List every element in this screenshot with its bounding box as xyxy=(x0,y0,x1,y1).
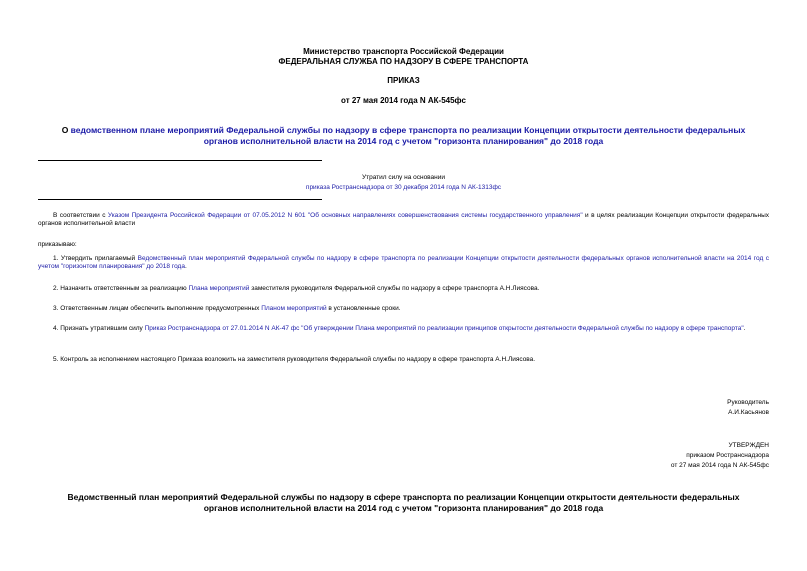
item-3-text: 3. Ответственным лицам обеспечить выполнение предусмотренных xyxy=(53,305,262,312)
item-5: 5. Контроль за исполнением настоящего Приказа возложить на заместителя руководителя Федеральной службы по надзору в сфере транспорта А.Н.Лиясова. xyxy=(53,356,536,363)
doc-title-link[interactable]: ведомственном плане мероприятий Федеральной службы по надзору в сфере транспорта по реализации Концепции открытости деятельности федеральных органов исполнительной власти на 2014 год с учетом "горизонта планирования" до 2018 года xyxy=(70,125,746,147)
preamble-text-1: В соответствии с xyxy=(53,212,108,219)
signer-name: А.И.Касьянов xyxy=(728,409,769,416)
item-1-end: . xyxy=(184,263,187,271)
preamble xyxy=(38,212,769,229)
plan-title: Ведомственный план мероприятий Федеральной службы по надзору в сфере транспорта по реализации Концепции открытости деятельности федеральных органов исполнительной власти на 2014 год с учетом "горизонта планирования" до 2018 года xyxy=(67,492,740,514)
doc-title-prefix: О xyxy=(61,125,71,135)
item-4-text: 4. Признать утратившим силу xyxy=(53,325,145,332)
item-1-text: 1. Утвердить прилагаемый xyxy=(53,255,138,262)
doc-date-number: от 27 мая 2014 года N АК-545фс xyxy=(341,96,466,105)
divider-top xyxy=(38,160,322,161)
item-2-text: 2. Назначить ответственным за реализацию xyxy=(53,285,189,292)
item-4-end: . xyxy=(743,325,746,332)
ministry-name: Министерство транспорта Российской Федерации xyxy=(303,47,504,56)
service-name: ФЕДЕРАЛЬНАЯ СЛУЖБА ПО НАДЗОРУ В СФЕРЕ ТРАНСПОРТА xyxy=(278,57,529,66)
plan-measures-link-2[interactable]: Планом мероприятий xyxy=(261,305,327,312)
plan-measures-link[interactable]: Плана мероприятий xyxy=(188,285,250,292)
repeal-order-link[interactable]: приказа Ространснадзора от 30 декабря 2014 года N АК-1313фс xyxy=(305,184,502,191)
item-2 xyxy=(38,285,769,293)
doc-title xyxy=(48,125,759,148)
approval-stamp: УТВЕРЖДЕН xyxy=(728,442,769,449)
doc-type: ПРИКАЗ xyxy=(387,76,420,85)
status-note-line: Утратил силу на основании xyxy=(361,174,446,181)
item-3-end: в установленные сроки. xyxy=(326,305,401,312)
divider-bottom xyxy=(38,199,322,200)
presidential-decree-link[interactable]: Указом Президента Российской Федерации от 07.05.2012 N 601 "Об основных направлениях совершенствования системы государственного управления" xyxy=(107,212,583,219)
approval-by: приказом Ространснадзора xyxy=(686,452,769,459)
plan-link[interactable]: Ведомственный план мероприятий Федеральной службы по надзору в сфере транспорта по реализации Концепции открытости деятельности федеральных органов исполнительной власти на 2014 год с учетом "горизонтом планирования" до 2018 года xyxy=(38,255,770,271)
preamble-text-2: и в целях реализации Концепции открытости федеральных органов исполнительной власти xyxy=(38,212,769,228)
item-1 xyxy=(38,255,769,272)
order-word: приказываю: xyxy=(38,241,77,248)
signer-position: Руководитель xyxy=(727,399,769,406)
repealed-order-link[interactable]: Приказ Ространснадзора от 27.01.2014 N АК-47 фс "Об утверждении Плана мероприятий по реализации принципов открытости деятельности Федеральной службы по надзору в сфере транспорта" xyxy=(144,325,744,332)
item-3 xyxy=(38,305,769,313)
item-4 xyxy=(38,325,769,333)
approval-date: от 27 мая 2014 года N АК-545фс xyxy=(670,462,769,469)
item-2-end: заместителя руководителя Федеральной службы по надзору в сфере транспорта А.Н.Лиясова. xyxy=(249,285,540,292)
status-note xyxy=(38,184,769,192)
